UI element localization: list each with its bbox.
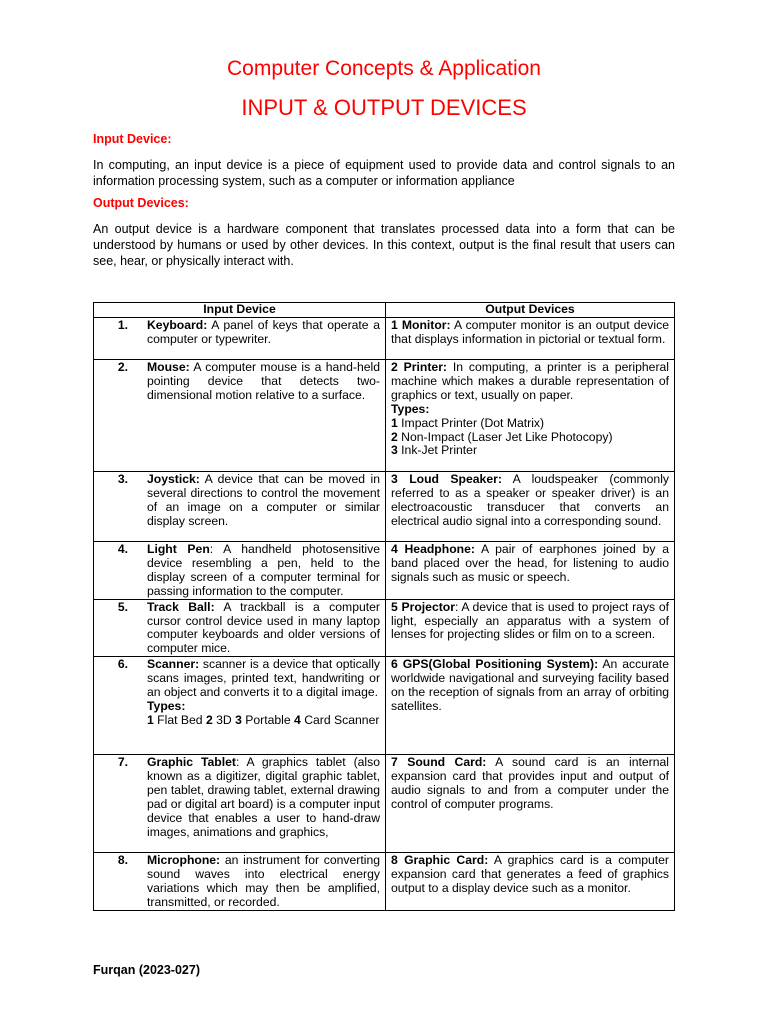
input-cell [94,755,386,853]
table-row [94,599,675,657]
output-device-name: 2 Printer: [391,360,447,374]
output-cell [386,599,675,657]
devices-table [93,302,675,911]
input-device-name: Microphone: [147,853,221,868]
output-device-name: 5 Projector [391,599,455,614]
row-number: 1. [117,318,129,332]
output-device-description: A sound card is an internal expansion card that provides input and output of audio signals to and from a computer under the control of computer programs. [391,755,669,811]
row-number: 4. [117,542,129,556]
input-device-name: Light Pen [147,542,210,556]
output-device-description: A computer monitor is an output device that displays information in pictorial or textual form. [391,318,669,346]
output-cell [386,472,675,542]
output-cell [386,318,675,360]
input-device-description: scanner is a device that optically scans images, printed text, handwriting or an object and converts it to a digital image. [147,657,380,700]
column-header-input: Input Device [94,303,386,318]
input-cell [94,542,386,600]
input-cell [94,599,386,657]
output-device-name: 7 Sound Card: [391,755,487,770]
input-device-heading: Input Device: [93,132,172,146]
table-header-row [94,303,675,318]
table-row [94,657,675,755]
output-devices-heading: Output Devices: [93,196,189,210]
input-device-name: Graphic Tablet [147,755,236,770]
table-row [94,755,675,853]
input-device-description: A panel of keys that operate a computer or typewriter. [147,318,380,346]
input-device-name: Keyboard: [147,318,208,332]
document-title: Computer Concepts & Application [226,57,541,80]
output-device-name: 3 Loud Speaker: [391,472,502,486]
printer-type-item: 1 Impact Printer (Dot Matrix) [391,415,545,430]
output-device-name: 1 Monitor: [391,318,451,332]
input-cell [94,318,386,360]
printer-type-item: 2 Non-Impact (Laser Jet Like Photocopy) [391,429,613,444]
row-number: 6. [117,657,129,672]
row-number: 8. [117,853,129,868]
input-device-name: Joystick: [147,472,200,486]
input-device-name: Track Ball: [147,599,215,614]
row-number: 5. [117,599,129,614]
table-row [94,472,675,542]
output-cell [386,755,675,853]
input-device-definition: In computing, an input device is a piece of equipment used to provide data and control signals to an information processing system, such as a computer or information appliance [93,158,675,188]
output-device-description: A pair of earphones joined by a band placed over the head, for listening to audio signals such as music or speech. [391,542,669,584]
scanner-types-list: 1 Flat Bed 2 3D 3 Portable 4 Card Scanner [147,712,380,727]
table-row [94,318,675,360]
input-device-description: A trackball is a computer cursor control device used in many laptop computer keyboards and older versions of computer mice. [147,599,380,656]
output-device-name: 4 Headphone: [391,542,475,556]
input-device-description: : A graphics tablet (also known as a digitizer, digital graphic tablet, pen tablet, drawing tablet, external drawing pad or digital art board) is a computer input device that enables a user to hand-draw images, animations and graphics, [147,755,380,839]
input-cell [94,657,386,755]
scanner-types-label: Types: [147,698,186,713]
input-cell [94,853,386,911]
output-device-description: In computing, a printer is a peripheral machine which makes a durable representation of graphics or text, usually on paper. [391,360,669,402]
table-row [94,542,675,600]
input-device-name: Scanner: [147,657,200,672]
output-cell [386,657,675,755]
row-number: 3. [117,472,129,486]
input-device-description: an instrument for converting sound waves into electrical energy variations which may then be amplified, transmitted, or recorded. [147,853,380,909]
printer-type-item: 3 Ink-Jet Printer [391,443,478,458]
output-device-description: : A device that is used to project rays of light, especially an apparatus with a system of lenses for projecting slides or film on to a screen. [391,599,669,642]
output-device-description: An accurate worldwide navigational and surveying facility based on the reception of signals from an array of orbiting satellites. [391,657,669,713]
document-subtitle: INPUT & OUTPUT DEVICES [241,95,527,120]
input-cell [94,360,386,472]
output-device-description: A loudspeaker (commonly referred to as a speaker or speaker driver) is an electroacoustic transducer that converts an electrical audio signal into a corresponding sound. [391,472,669,528]
column-header-output: Output Devices [386,303,675,318]
input-cell [94,472,386,542]
table-row [94,360,675,472]
output-device-description: A graphics card is a computer expansion card that generates a feed of graphics output to a display device such as a monitor. [391,853,669,896]
input-device-description: A device that can be moved in several directions to control the movement of an image on a computer or similar display screen. [147,472,380,528]
row-number: 7. [117,755,129,770]
output-device-name: 8 Graphic Card: [391,853,489,868]
output-cell [386,542,675,600]
output-cell [386,853,675,911]
output-cell [386,360,675,472]
output-devices-definition: An output device is a hardware component that translates processed data into a form that can be understood by humans or used by other devices. In this context, output is the final result that users can see, hear, or physically interact with. [93,222,675,268]
table-row [94,853,675,911]
output-device-name: 6 GPS(Global Positioning System): [391,657,599,672]
input-device-description: A computer mouse is a hand-held pointing device that detects two-dimensional motion relative to a surface. [147,360,380,402]
footer-author: Furqan (2023-027) [93,963,200,977]
input-device-description: : A handheld photosensitive device resembling a pen, held to the display screen of a computer terminal for passing information to the computer. [147,542,380,598]
input-device-name: Mouse: [147,360,190,374]
printer-types-label: Types: [391,401,430,416]
row-number: 2. [117,360,129,374]
